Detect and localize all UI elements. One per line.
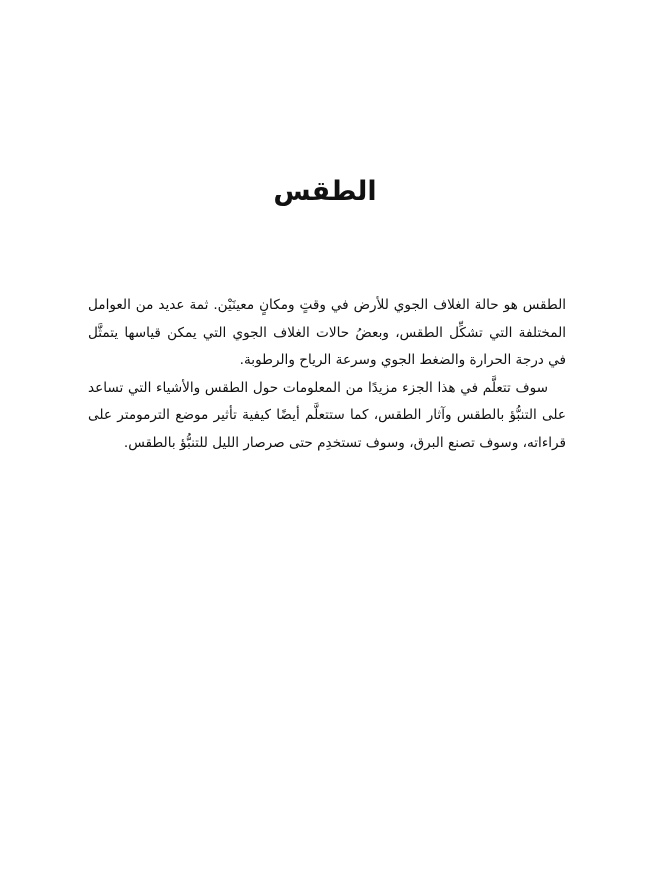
page-title: الطقس (273, 176, 377, 207)
paragraph-intro: الطقس هو حالة الغلاف الجوي للأرض في وقتٍ ومكانٍ معينَيْن. ثمة عديد من العوامل المختلفة التي تشكِّل الطقس، وبعضُ حالات الغلاف الجوي التي يمكن قياسها يتمثَّل في درجة الحرارة والضغط الجوي وسرعة الرياح والرطوبة. (88, 297, 566, 368)
paragraph-section-overview: سوف تتعلَّم في هذا الجزء مزيدًا من المعلومات حول الطقس والأشياء التي تساعد على التنبُّؤ بالطقس وآثار الطقس، كما ستتعلَّم أيضًا كيفية تأثير موضع الترمومتر على قراءاته، وسوف تصنع البرق، وسوف تستخدِم حتى صرصار الليل للتنبُّؤ بالطقس. (88, 379, 566, 451)
body-text (88, 292, 566, 457)
